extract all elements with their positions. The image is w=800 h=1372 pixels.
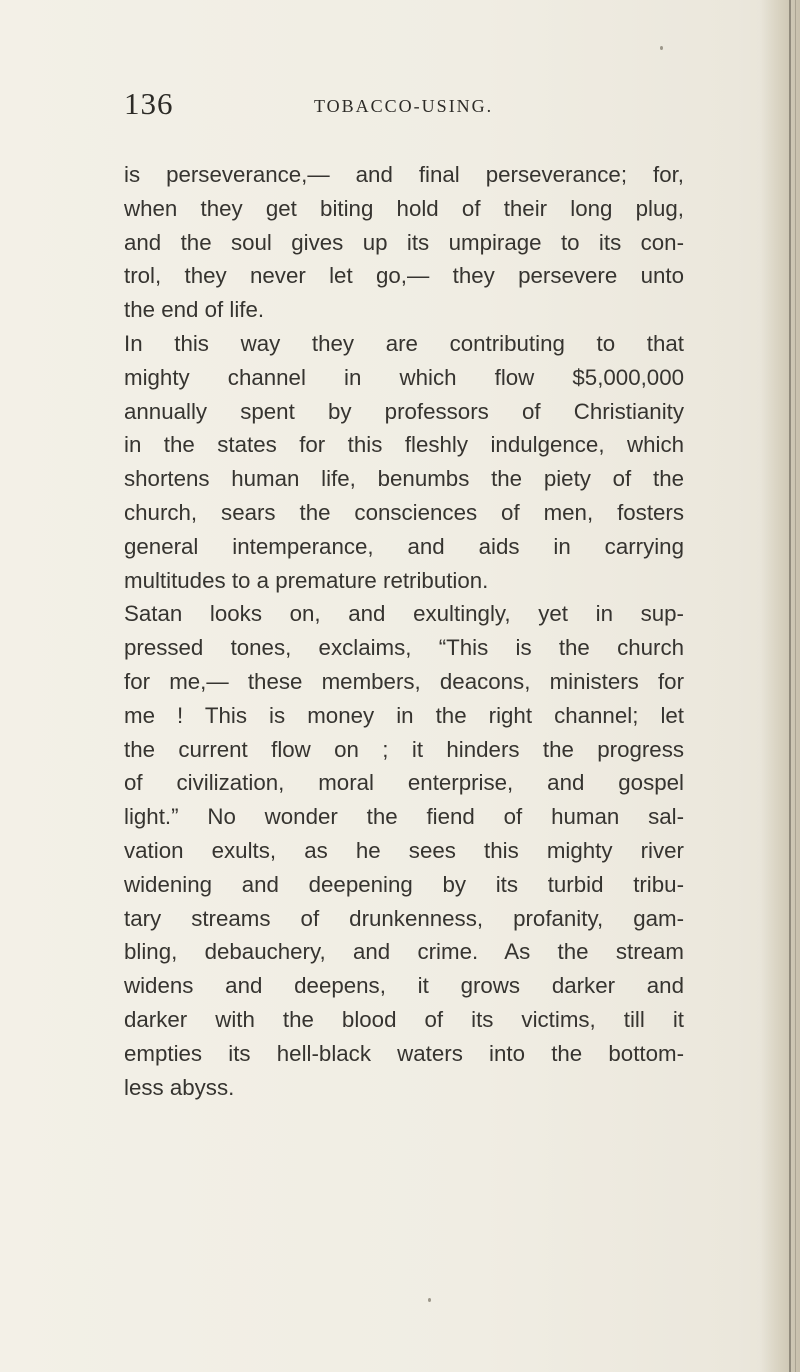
page-number: 136 — [124, 86, 174, 121]
page-header — [124, 86, 684, 130]
paper-speck — [428, 1298, 431, 1302]
body-text — [124, 158, 684, 1104]
text-line: In this way they are contributing to that — [124, 330, 684, 356]
text-line: pressed tones, exclaims, “This is the church — [124, 635, 684, 661]
text-line: shortens human life, benumbs the piety of the — [124, 466, 684, 492]
page-edge-line-secondary — [795, 0, 796, 1372]
page-edge-shadow — [760, 0, 800, 1372]
text-line: widens and deepens, it grows darker and — [124, 973, 684, 999]
running-title: TOBACCO-USING. — [314, 96, 494, 116]
text-line: annually spent by professors of Christianity — [124, 398, 684, 424]
text-line: mighty channel in which flow $5,000,000 — [124, 364, 684, 390]
text-line: light.” No wonder the fiend of human sal- — [124, 804, 684, 830]
text-line: multitudes to a premature retribution. — [124, 567, 489, 593]
text-line: widening and deepening by its turbid tribu- — [124, 871, 684, 897]
text-line: when they get biting hold of their long plug, — [124, 195, 684, 221]
text-line: of civilization, moral enterprise, and gospel — [124, 770, 684, 796]
text-line: vation exults, as he sees this mighty river — [124, 837, 684, 863]
text-line: Satan looks on, and exultingly, yet in sup- — [124, 601, 684, 627]
text-line: darker with the blood of its victims, till it — [124, 1006, 684, 1032]
paper-speck — [660, 46, 663, 50]
text-line: empties its hell-black waters into the bottom- — [124, 1040, 684, 1066]
text-line: the current flow on ; it hinders the progress — [124, 736, 684, 762]
text-line: bling, debauchery, and crime. As the stream — [124, 939, 684, 965]
text-line: and the soul gives up its umpirage to its con- — [124, 229, 684, 255]
text-line: less abyss. — [124, 1074, 235, 1100]
text-line: tary streams of drunkenness, profanity, gam- — [124, 905, 684, 931]
text-line: church, sears the consciences of men, fosters — [124, 499, 684, 525]
text-line: the end of life. — [124, 297, 265, 323]
text-line: trol, they never let go,— they persevere unto — [124, 263, 684, 289]
text-line: for me,— these members, deacons, ministers for — [124, 668, 684, 694]
text-line: me ! This is money in the right channel; let — [124, 702, 684, 728]
page-edge-line — [789, 0, 791, 1372]
text-line: is perseverance,— and final perseverance; for, — [124, 162, 684, 187]
text-line: general intemperance, and aids in carrying — [124, 533, 684, 559]
text-line: in the states for this fleshly indulgence, which — [124, 432, 684, 458]
